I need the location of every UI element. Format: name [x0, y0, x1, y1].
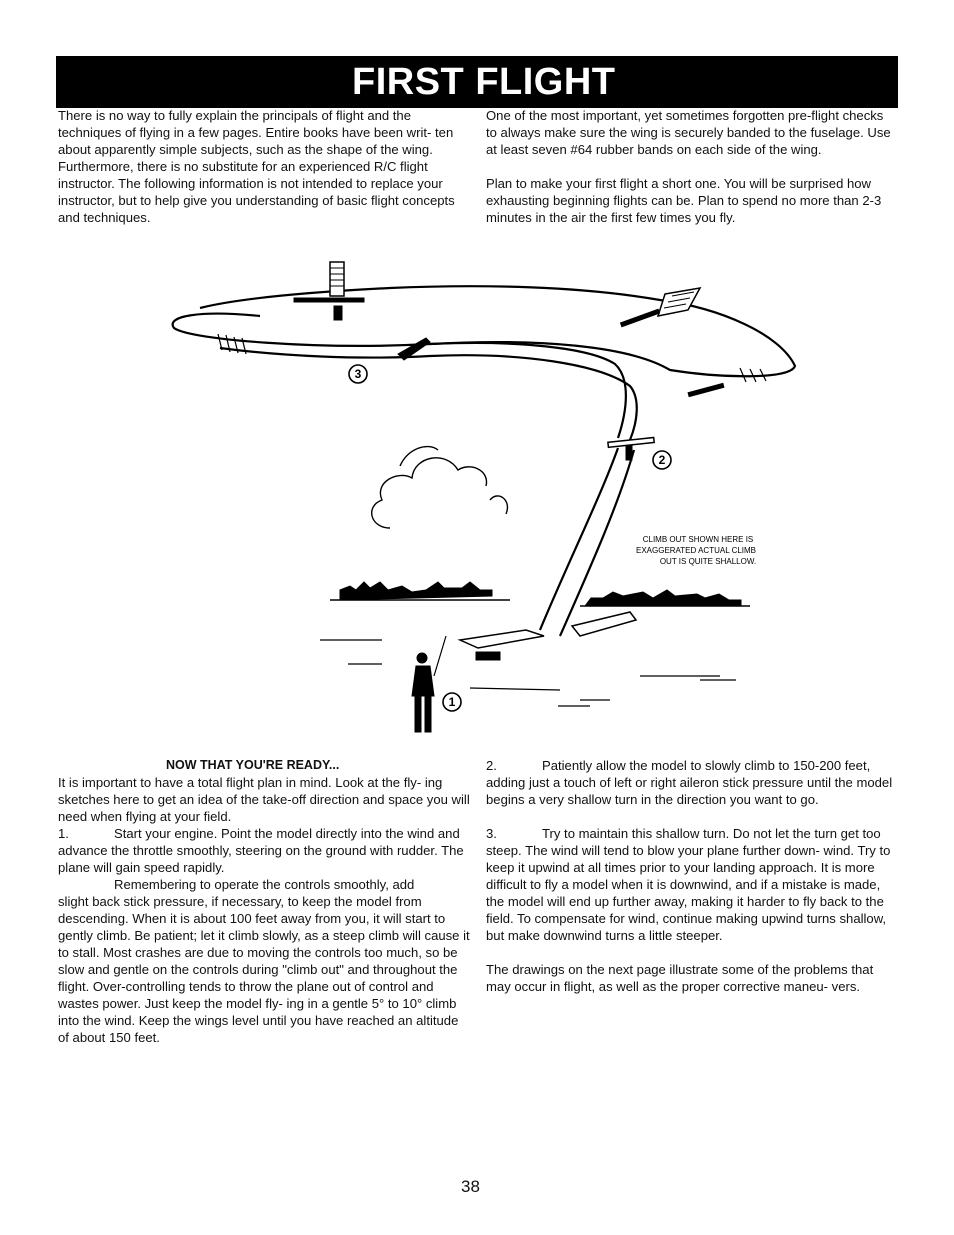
intro-left-paragraph: There is no way to fully explain the principals of flight and the techniques of flying in a few pages. Entire books have been writ- ten about apparently simple subjects, such as the shape of the wing. Furthermore, there is no substitute for an experienced R/C flight instructor. The following information is not intended to replace your instructor, but to help give you understanding of basic flight concepts and techniques.: [58, 108, 455, 225]
body-intro: It is important to have a total flight plan in mind. Look at the fly- ing sketches here to get an idea of the take-off direction and space you will need when flying at your field.: [58, 775, 470, 824]
page-title: FIRST FLIGHT: [352, 61, 616, 103]
step-1-text: Start your engine. Point the model directly into the wind and advance the throttle smoothly, steering on the ground with rudder. The plane will gain speed rapidly.: [58, 826, 464, 875]
step-3-number: 3.: [486, 826, 497, 841]
flight-path-illustration: [160, 238, 810, 748]
step-3-text: Try to maintain this shallow turn. Do not let the turn get too steep. The wind will tend to blow your plane further down- wind. Try to keep it upwind at all times prior to your landing approach. It is more difficult to fly a model when it is downwind, and if a mistake is made, the model will end up further away, making it harder to fly back to the field. To compensate for wind, continue making upwind turns shallow, but make downwind turns a little steeper.: [486, 826, 891, 943]
marker-2: 2: [658, 453, 666, 467]
closing-paragraph: The drawings on the next page illustrate some of the problems that may occur in flight, as well as the proper corrective maneu- vers.: [486, 962, 874, 994]
intro-left-column: [58, 107, 474, 226]
caption-line-3: OUT IS QUITE SHALLOW.: [659, 557, 757, 566]
step-2-text: Patiently allow the model to slowly climb to 150-200 feet, adding just a touch of left or right aileron stick pressure until the model begins a very shallow turn in the direction you want to go.: [486, 758, 893, 807]
intro-right-paragraph-2: Plan to make your first flight a short one. You will be surprised how exhausting beginning flights can be. Plan to spend no more than 2-3 minutes in the air the first few times you fly.: [486, 176, 882, 225]
page-number: 38: [461, 1177, 480, 1196]
left-body-column: [58, 757, 472, 1046]
marker-1: 1: [448, 695, 456, 709]
intro-right-paragraph-1: One of the most important, yet sometimes forgotten pre-flight checks to always make sure the wing is securely banded to the fuselage. Use at least seven #64 rubber bands on each side of the wing.: [486, 108, 891, 157]
step-1-continued: slight back stick pressure, if necessary, to keep the model from descending. When it is about 100 feet away from you, it will start to gently climb. Be patient; let it climb slowly, as a steep climb will cause it to stall. Most crashes are due to moving the controls too much, so be slow and gentle on the controls during "climb out" and throughout the flight. Over-controlling tends to throw the plane out of control and wastes power. Just keep the model fly- ing in a gentle 5° to 10° climb into the wind. Keep the wings level until you have reached an altitude of about 150 feet.: [58, 894, 470, 1045]
right-body-column: [486, 757, 894, 995]
intro-right-column: [486, 107, 894, 226]
step-1: [58, 825, 472, 876]
step-2: [486, 757, 894, 808]
step-3: [486, 825, 894, 944]
step-1-number: 1.: [58, 826, 69, 841]
marker-3: 3: [354, 367, 362, 381]
caption-line-2: EXAGGERATED ACTUAL CLIMB: [635, 546, 757, 555]
step-2-number: 2.: [486, 758, 497, 773]
caption-line-1: CLIMB OUT SHOWN HERE IS: [642, 535, 754, 544]
section-heading: NOW THAT YOU'RE READY...: [166, 758, 340, 772]
title-bar: [56, 56, 898, 108]
step-1-lead: Remembering to operate the controls smoothly, add: [114, 877, 415, 892]
